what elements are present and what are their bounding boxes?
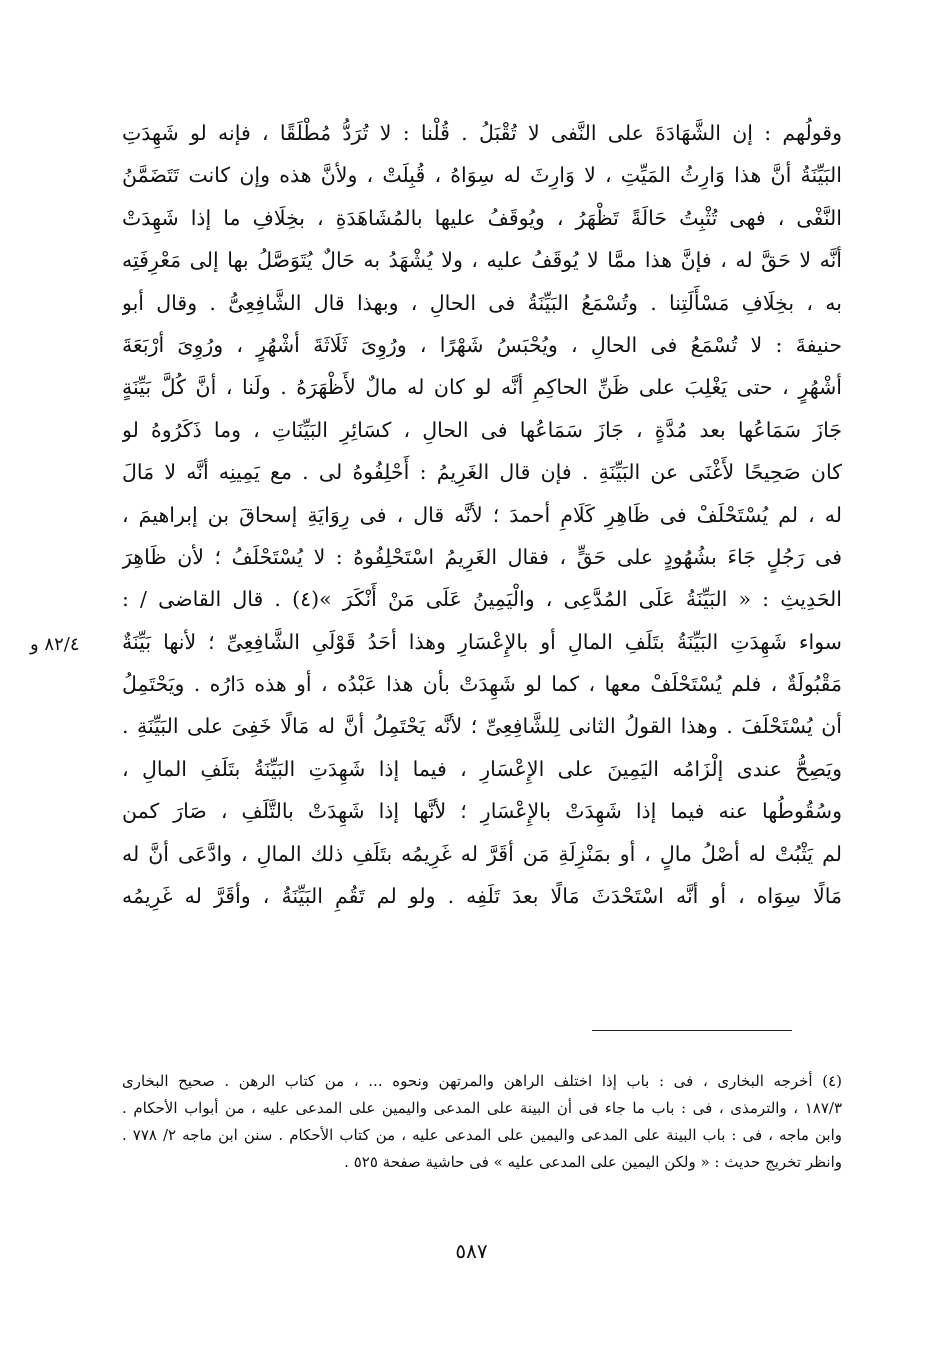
text-line: فى رَجُلٍ جَاءَ بشُهُودٍ على حَقٍّ ، فقال الغَرِيمُ اسْتَحْلِفُوهُ : لا يُسْتَحْلَفُ ؛ لأن ظَاهِرَ [122, 544, 842, 569]
text-line: حنيفةَ : لا تُسْمَعُ فى الحالِ ، ويُحْبَسُ شَهْرًا ، ورُوِىَ ثَلَاثَةَ أشْهُرٍ ، ورُوِىَ أرْبَعَةَ [122, 332, 842, 357]
text-line: مَالًا سِوَاه ، أو أنَّه اسْتَحْدَثَ مَالًا بعدَ تَلَفِه . ولو لم تَقُمِ البَيِّنَةُ ، وأقَرَّ له غَرِيمُه [122, 884, 842, 909]
text-line: به ، بخِلَافِ مَسْأَلَتِنا . وتُسْمَعُ البَيِّنَةُ فى الحالِ ، وبهذا قال الشَّافِعِىُّ . وقال أبو [122, 290, 842, 315]
footnote-line: وابن ماجه ، فى : باب البينة على المدعى واليمين على المدعى عليه ، من كتاب الأحكام . سنن ابن ماجه ٢/ ٧٧٨ . [122, 1126, 842, 1144]
text-line: النَّفْى ، فهى تُثْبِتُ حَالَةً تَظْهَرُ ، ويُوقَفُ عليها بالمُشَاهَدَةِ ، بخِلَافِ ما إذا شَهِدَتْ [122, 205, 842, 230]
main-text-block [122, 112, 842, 917]
margin-note: ٨٢/٤ و [30, 634, 80, 655]
footnote-line: ١٨٧/٣ ، والترمذى ، فى : باب ما جاء فى أن البينة على المدعى واليمين على المدعى عليه ، من أبواب الأحكام . [122, 1099, 842, 1117]
footnote-line: (٤) أخرجه البخارى ، فى : باب إذا اختلف الراهن والمرتهن ونحوه ... ، من كتاب الرهن . صحيح البخارى [122, 1072, 842, 1090]
text-line: كان صَحِيحًا لأَغْنَى عن البَيِّنَةِ . فإن قال الغَرِيمُ : أَحْلِفُوهُ لى . مع يَمِينِه أنَّه لا مَالَ [122, 460, 842, 485]
text-line: وقولُهم : إن الشَّهَادَةَ على النَّفى لا تُقْبَلُ . قُلْنا : لا تُرَدُّ مُطْلَقًا ، فإنه لو شَهِدَتِ [122, 121, 842, 145]
footnote-line: وانظر تخريج حديث : « ولكن اليمين على المدعى عليه » فى حاشية صفحة ٥٢٥ . [344, 1153, 842, 1171]
text-line: الحَدِيثِ : « البَيِّنَةُ عَلَى المُدَّعِى ، والْيَمِينُ عَلَى مَنْ أَنْكَرَ »(٤) . قال القاضى / : [122, 587, 842, 612]
footnote-divider [592, 1030, 792, 1031]
text-line: ويَصِحُّ عندى إلْزَامُه اليَمِينَ على الإِعْسَارِ ، فيما إذا شَهِدَتِ البَيِّنَةُ بتَلَفِ المالِ ، [122, 756, 842, 781]
text-line: مَقْبُولَةٌ ، فلم يُسْتَحْلَفْ معها ، كما لو شَهِدَتْ بأن هذا عَبْدُه ، أو هذه دَارُه . ويَحْتَمِلُ [122, 672, 842, 697]
text-line: لم يَثْبُتْ له أصْلُ مالٍ ، أو بمَنْزِلَةِ مَن أقَرَّ له غَرِيمُه بتَلَفِ ذلك المالِ ، وادَّعَى أنَّ له [122, 841, 842, 866]
page-number: ٥٨٧ [455, 1239, 488, 1263]
text-line: أنَّه لا حَقَّ له ، فإنَّ هذا ممَّا لا يُوقَفُ عليه ، ولا يُشْهَدُ به حَالٌ يُتَوَصَّلُ بها إلى مَعْرِفَتِه [122, 248, 842, 273]
text-line: أن يُسْتَحْلَفَ . وهذا القولُ الثانى لِلشَّافِعِىِّ ؛ لأنَّه يَحْتَمِلُ أنَّ له مَالًا خَفِىَ على البَيِّنَةِ . [122, 714, 842, 739]
text-line: له ، لم يُسْتَحْلَفْ فى ظَاهِرِ كَلَامِ أحمدَ ؛ لأنَّه قال ، فى رِوَايَةِ إسحاقَ بن إبراهيمَ ، [122, 502, 842, 527]
footnotes [122, 1068, 842, 1176]
text-line: جَازَ سَمَاعُها بعد مُدَّةٍ ، جَازَ سَمَاعُها فى الحالِ ، كسَائِرِ البَيِّنَاتِ ، وما ذَكَرُوهُ لو [122, 417, 842, 442]
text-line: وسُقُوطُها عنه فيما إذا شَهِدَتْ بالإِعْسَارِ ؛ لأنَّها إذا شَهِدَتْ بالتَّلَفِ ، صَارَ كمن [122, 799, 842, 824]
text-line: البَيِّنَةُ أنَّ هذا وَارِثُ المَيِّتِ ، لا وَارِثَ له سِوَاهُ ، قُبِلَتْ ، ولأنَّ هذه وإن كانت تَتَضَمَّنُ [122, 163, 842, 188]
text-line: أشْهُرٍ ، حتى يَغْلِبَ على ظَنِّ الحاكِمِ أنَّه لو كان له مالٌ لأَظْهَرَهُ . ولَنا ، أنَّ كُلَّ بَيِّنَةٍ [122, 375, 842, 400]
text-line: سواء شَهِدَتِ البَيِّنَةُ بتَلَفِ المالِ أو بالإِعْسَارِ وهذا أحَدُ قَوْلَىِ الشَّافِعِىِّ ؛ لأنها بَيِّنَةٌ [122, 629, 842, 654]
